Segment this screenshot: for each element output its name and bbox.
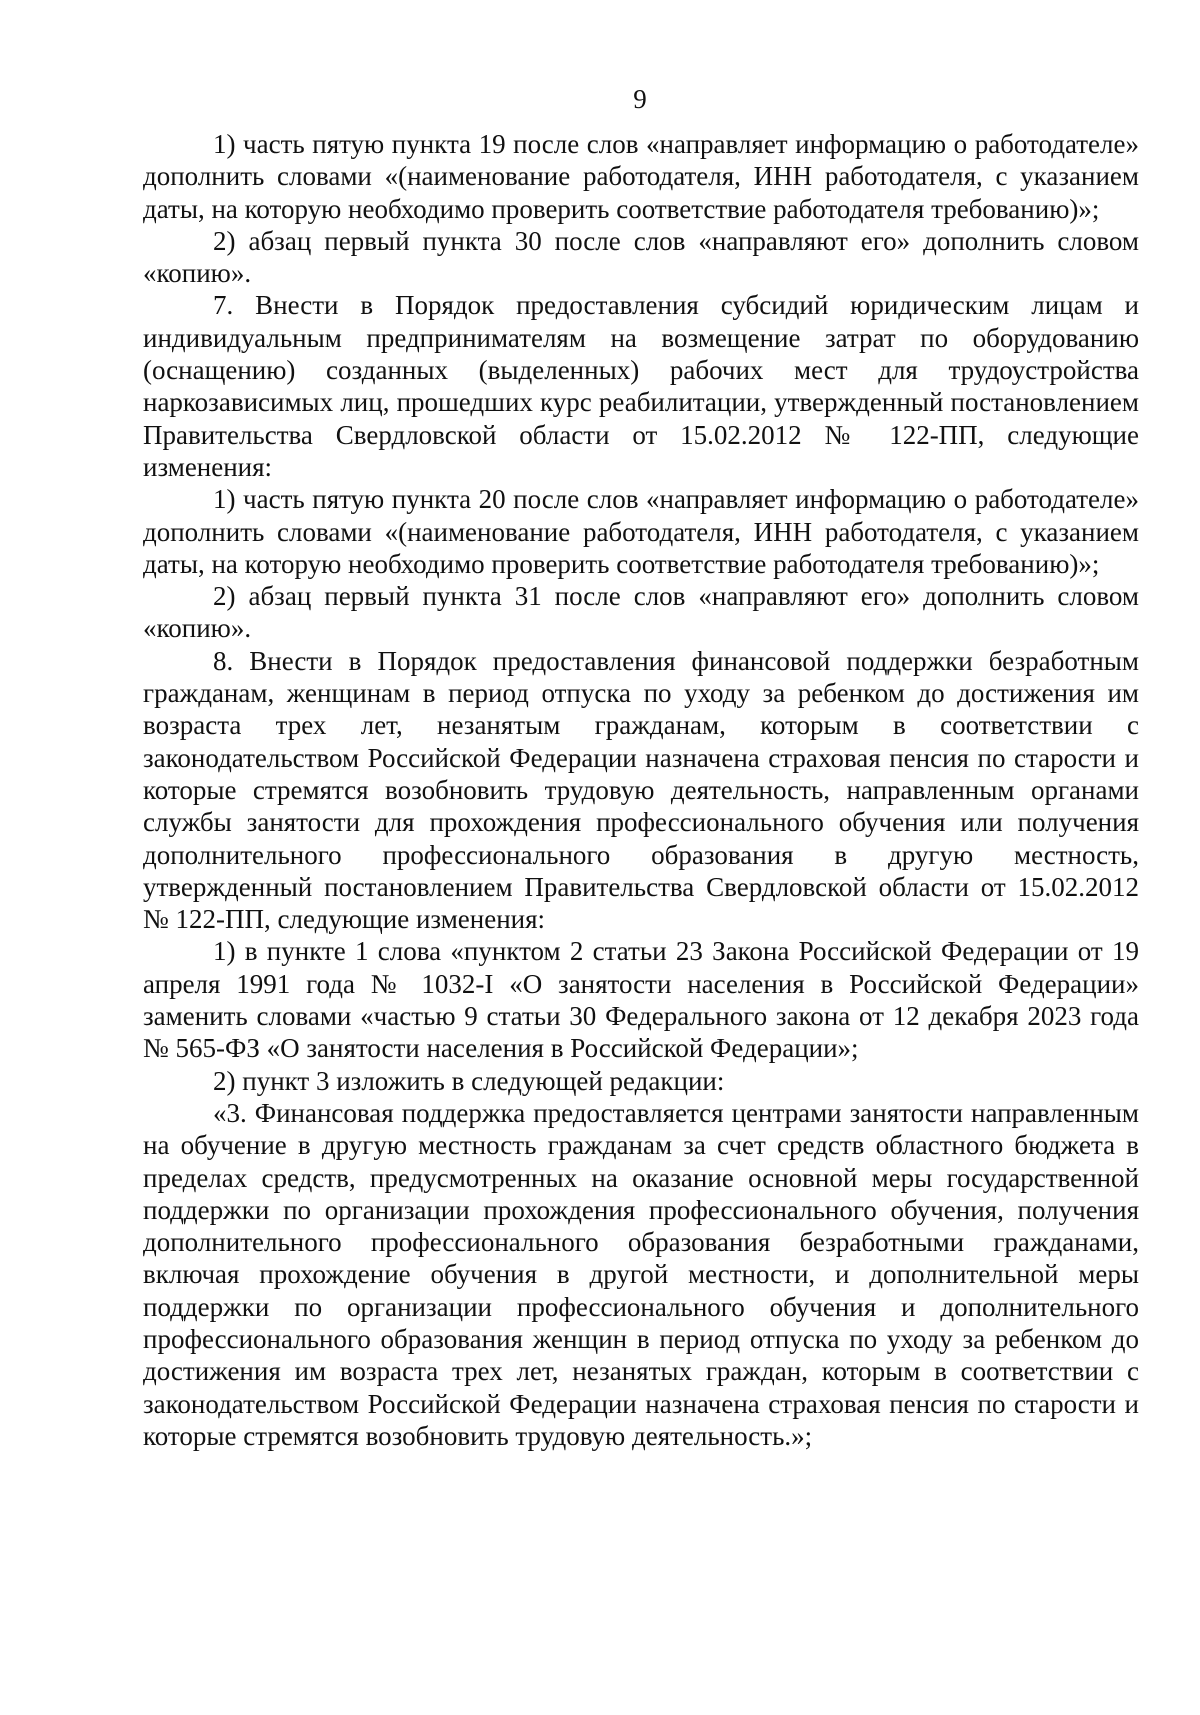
paragraph-5: 2) абзац первый пункта 31 после слов «направляют его» дополнить словом «копию». [143,581,1139,644]
paragraph-8: 2) пункт 3 изложить в следующей редакции: [213,1065,725,1096]
paragraph-3: 7. Внести в Порядок предоставления субсидий юридическим лицам и индивидуальным предпринимателям на возмещение затрат по оборудованию (оснащению) созданных (выделенных) рабочих мест для трудоустройства наркозависимых лиц, прошедших курс реабилитации, утвержденный постановлением Правительства Свердловской области от 15.02.2012 № 122-ПП, следующие изменения: [143,290,1139,482]
paragraph-7: 1) в пункте 1 слова «пунктом 2 статьи 23 Закона Российской Федерации от 19 апреля 1991 года № 1032-I «О занятости населения в Российской Федерации» заменить словами «частью 9 статьи 30 Федерального закона от 12 декабря 2023 года № 565-ФЗ «О занятости населения в Российской Федерации»; [143,936,1139,1064]
paragraph-6: 8. Внести в Порядок предоставления финансовой поддержки безработным гражданам, женщинам в период отпуска по уходу за ребенком до достижения им возраста трех лет, незанятым гражданам, которым в соответствии с законодательством Российской Федерации назначена страховая пенсия по старости и которые стремятся возобновить трудовую деятельность, направленным органами службы занятости для прохождения профессионального обучения или получения дополнительного профессионального образования в другую местность, утвержденный постановлением Правительства Свердловской области от 15.02.2012 № 122-ПП, следующие изменения: [143,645,1139,935]
page-number: 9 [633,84,647,114]
paragraph-2: 2) абзац первый пункта 30 после слов «направляют его» дополнить словом «копию». [143,225,1139,289]
paragraph-4: 1) часть пятую пункта 20 после слов «направляет информацию о работодателе» дополнить словами «(наименование работодателя, ИНН работодателя, с указанием даты, на которую необходимо проверить соответствие работодателя требованию)»; [143,484,1139,579]
paragraph-1: 1) часть пятую пункта 19 после слов «направляет информацию о работодателе» дополнить словами «(наименование работодателя, ИНН работодателя, с указанием даты, на которую необходимо проверить соответствие работодателя требованию)»; [143,129,1139,224]
paragraph-9: «3. Финансовая поддержка предоставляется центрами занятости направленным на обучение в другую местность гражданам за счет средств областного бюджета в пределах средств, предусмотренных на оказание основной меры государственной поддержки по организации прохождения профессионального обучения, получения дополнительного профессионального образования безработными гражданами, включая прохождение обучения в другой местности, и дополнительной меры поддержки по организации профессионального обучения и дополнительного профессионального образования женщин в период отпуска по уходу за ребенком до достижения им возраста трех лет, незанятых граждан, которым в соответствии с законодательством Российской Федерации назначена страховая пенсия по старости и которые стремятся возобновить трудовую деятельность.»; [143,1097,1139,1451]
document-body [143,128,1139,1452]
